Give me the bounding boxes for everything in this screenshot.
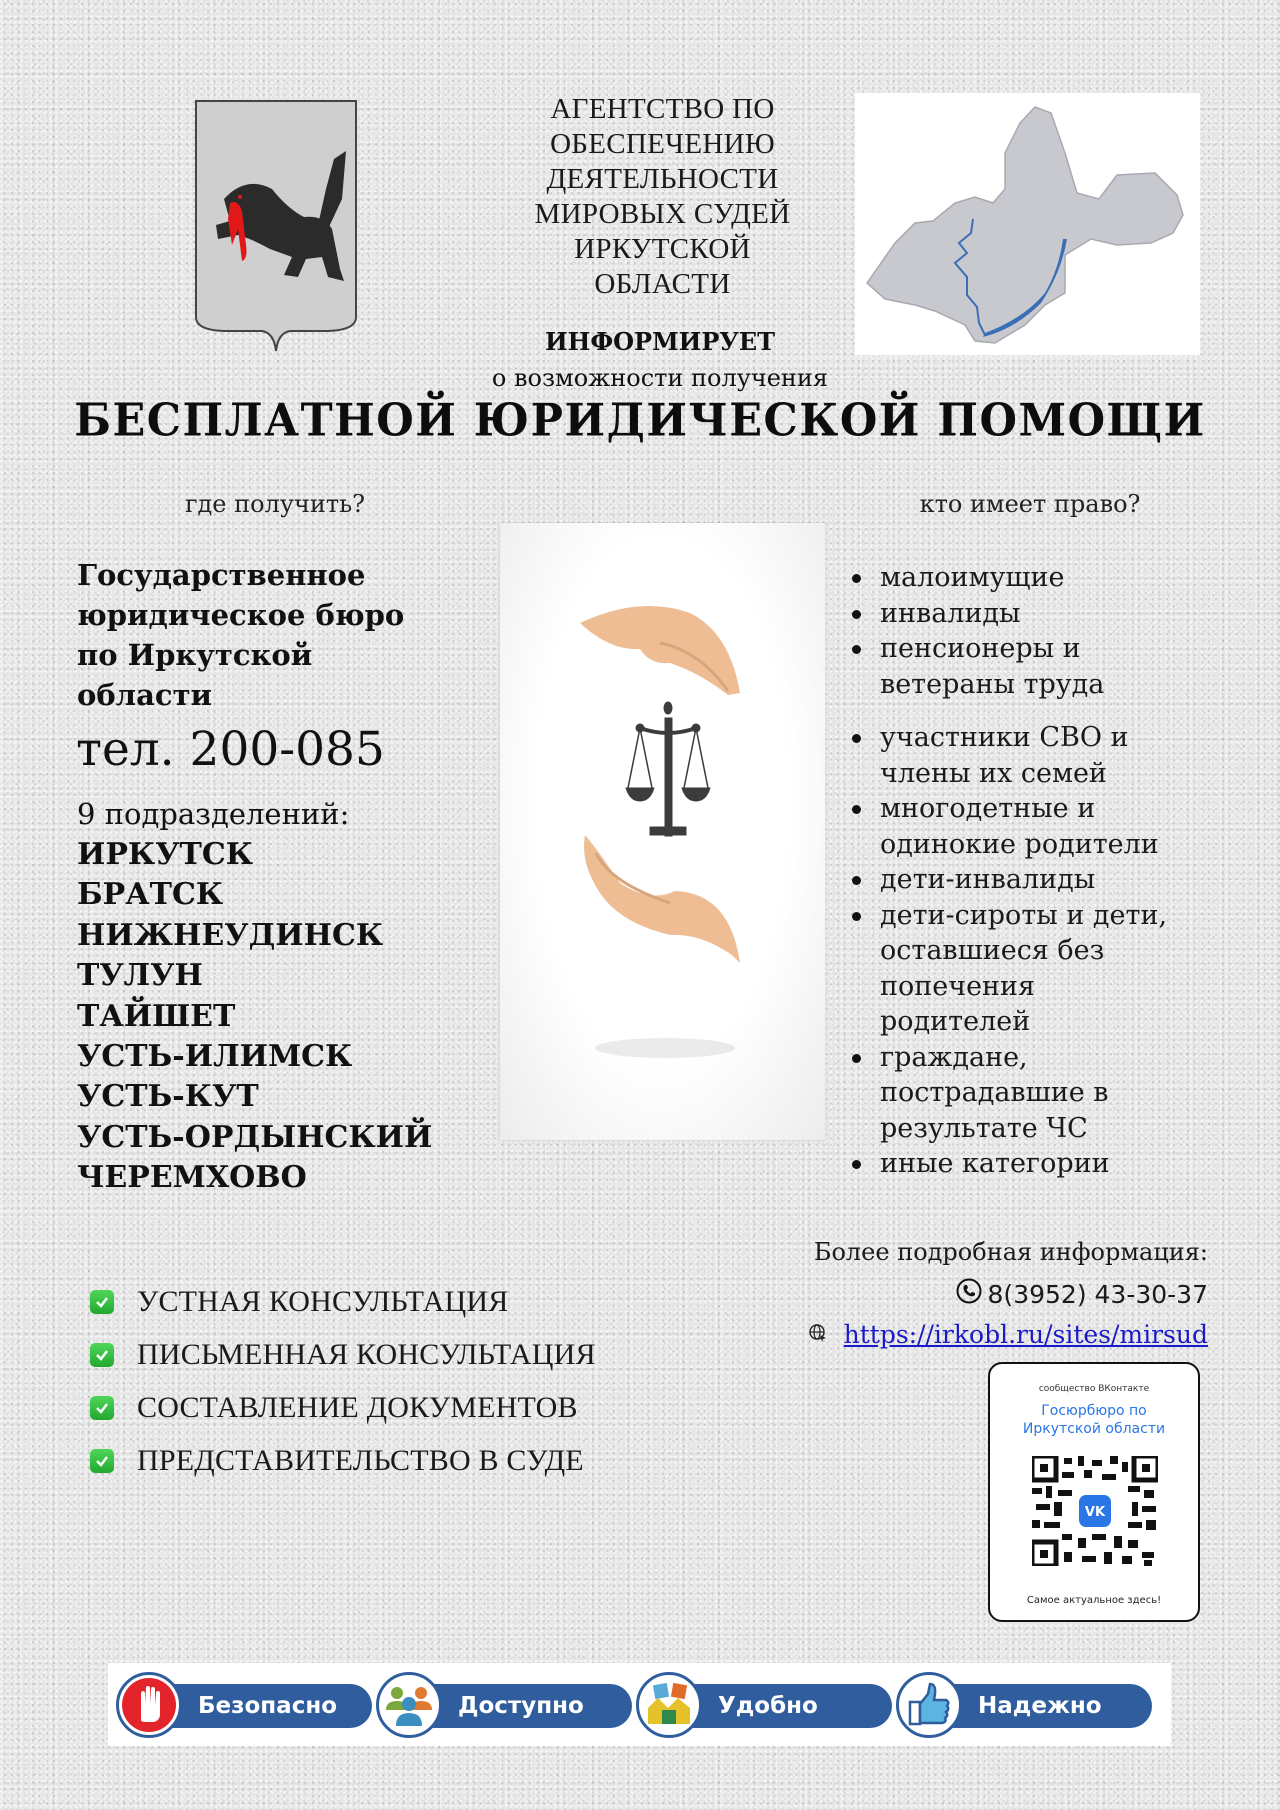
bureau-line: юридическое бюро [77, 598, 405, 632]
justice-illustration [500, 523, 825, 1140]
eligibility-item: граждане, пострадавшие в результате ЧС [850, 1040, 1150, 1147]
city-item: НИЖНЕУДИНСК [77, 917, 384, 953]
bureau-phone: тел. 200-085 [76, 722, 385, 777]
city-item: ТУЛУН [77, 958, 203, 994]
city-item: УСТЬ-КУТ [77, 1079, 259, 1115]
service-item [90, 1328, 596, 1381]
services-list [90, 1275, 596, 1487]
check-icon [90, 1343, 114, 1367]
utilities-house-icon [636, 1672, 702, 1738]
vk-title [990, 1402, 1198, 1438]
vk-qr-card[interactable] [988, 1362, 1200, 1622]
globe-icon [808, 1320, 828, 1349]
subtitle: о возможности получения [491, 364, 829, 392]
badge-label: Надежно [926, 1684, 1152, 1728]
service-label: СОСТАВЛЕНИЕ ДОКУМЕНТОВ [137, 1390, 578, 1424]
badge-convenient [636, 1672, 894, 1738]
eligibility-item: иные категории [850, 1146, 1270, 1182]
agency-line: МИРОВЫХ СУДЕЙ [534, 198, 791, 230]
city-item: ТАЙШЕТ [77, 998, 236, 1034]
agency-line: ОБЕСПЕЧЕНИЮ [550, 128, 775, 160]
agency-line: АГЕНТСТВО ПО [550, 93, 775, 125]
bureau-name [77, 555, 477, 715]
eligibility-item: многодетные и одинокие родители [850, 791, 1170, 862]
check-icon [90, 1449, 114, 1473]
people-icon [376, 1672, 442, 1738]
top-hand-icon [580, 606, 740, 695]
city-item: УСТЬ-ОРДЫНСКИЙ [77, 1119, 433, 1155]
eligibility-item: дети-инвалиды [850, 862, 1270, 898]
badges-strip [108, 1663, 1171, 1746]
vk-title-line: Госюрбюро по [1041, 1403, 1147, 1419]
region-map-image [855, 93, 1200, 355]
vk-title-line: Иркутской области [1022, 1421, 1166, 1437]
coat-of-arms-image [194, 99, 358, 353]
badge-label: Доступно [406, 1684, 632, 1728]
city-item: ЧЕРЕМХОВО [77, 1160, 307, 1196]
qr-code-image[interactable] [1032, 1456, 1158, 1566]
eligibility-item: пенсионеры и ветераны труда [850, 631, 1150, 702]
bureau-line: Государственное [77, 558, 366, 592]
badge-safe [116, 1672, 374, 1738]
city-item: ИРКУТСК [77, 837, 254, 872]
eligibility-list [850, 560, 1270, 1182]
service-item [90, 1275, 596, 1328]
agency-line: ДЕЯТЕЛЬНОСТИ [546, 163, 779, 195]
website-link[interactable]: https://irkobl.ru/sites/mirsud [843, 1320, 1208, 1349]
check-icon [90, 1396, 114, 1420]
service-label: УСТНАЯ КОНСУЛЬТАЦИЯ [137, 1284, 509, 1318]
badge-label: Безопасно [146, 1684, 372, 1728]
contact-website [770, 1320, 1208, 1349]
who-heading: кто имеет право? [919, 490, 1141, 518]
divisions-label: 9 подразделений: [77, 797, 350, 831]
eligibility-item: малоимущие [850, 560, 1270, 596]
agency-line: ИРКУТСКОЙ [574, 233, 751, 265]
badge-label: Удобно [666, 1684, 892, 1728]
bureau-line: области [77, 678, 213, 712]
service-item [90, 1381, 596, 1434]
page-title: БЕСПЛАТНОЙ ЮРИДИЧЕСКОЙ ПОМОЩИ [74, 394, 1206, 448]
more-info-label: Более подробная информация: [813, 1238, 1208, 1266]
check-icon [90, 1290, 114, 1314]
scales-of-justice-icon [626, 702, 710, 836]
service-item [90, 1434, 596, 1487]
thumbs-up-icon [896, 1672, 962, 1738]
contact-phone [900, 1278, 1208, 1310]
city-item: УСТЬ-ИЛИМСК [77, 1039, 353, 1075]
agency-name [500, 92, 825, 302]
service-label: ПРЕДСТАВИТЕЛЬСТВО В СУДЕ [137, 1443, 584, 1477]
bureau-line: по Иркутской [77, 638, 313, 672]
vk-logo-icon: VK [1084, 1505, 1106, 1520]
stop-hand-icon [116, 1672, 182, 1738]
contact-phone-number: 8(3952) 43-30-37 [987, 1279, 1208, 1309]
badge-accessible [376, 1672, 634, 1738]
eligibility-item: дети-сироты и дети, оставшиеся без попечения родителей [850, 898, 1190, 1040]
city-item: БРАТСК [77, 877, 224, 913]
phone-icon [956, 1278, 982, 1310]
informs-label: ИНФОРМИРУЕТ [545, 327, 775, 356]
where-heading: где получить? [184, 490, 366, 518]
service-label: ПИСЬМЕННАЯ КОНСУЛЬТАЦИЯ [137, 1337, 596, 1371]
agency-line: ОБЛАСТИ [594, 268, 731, 300]
eligibility-item: участники СВО и члены их семей [850, 720, 1150, 791]
badge-reliable [896, 1672, 1154, 1738]
vk-footer: Самое актуальное здесь! [1026, 1595, 1162, 1606]
vk-caption: сообщество ВКонтакте [1038, 1384, 1150, 1394]
city-list [77, 835, 432, 1199]
eligibility-item: инвалиды [850, 596, 1270, 632]
